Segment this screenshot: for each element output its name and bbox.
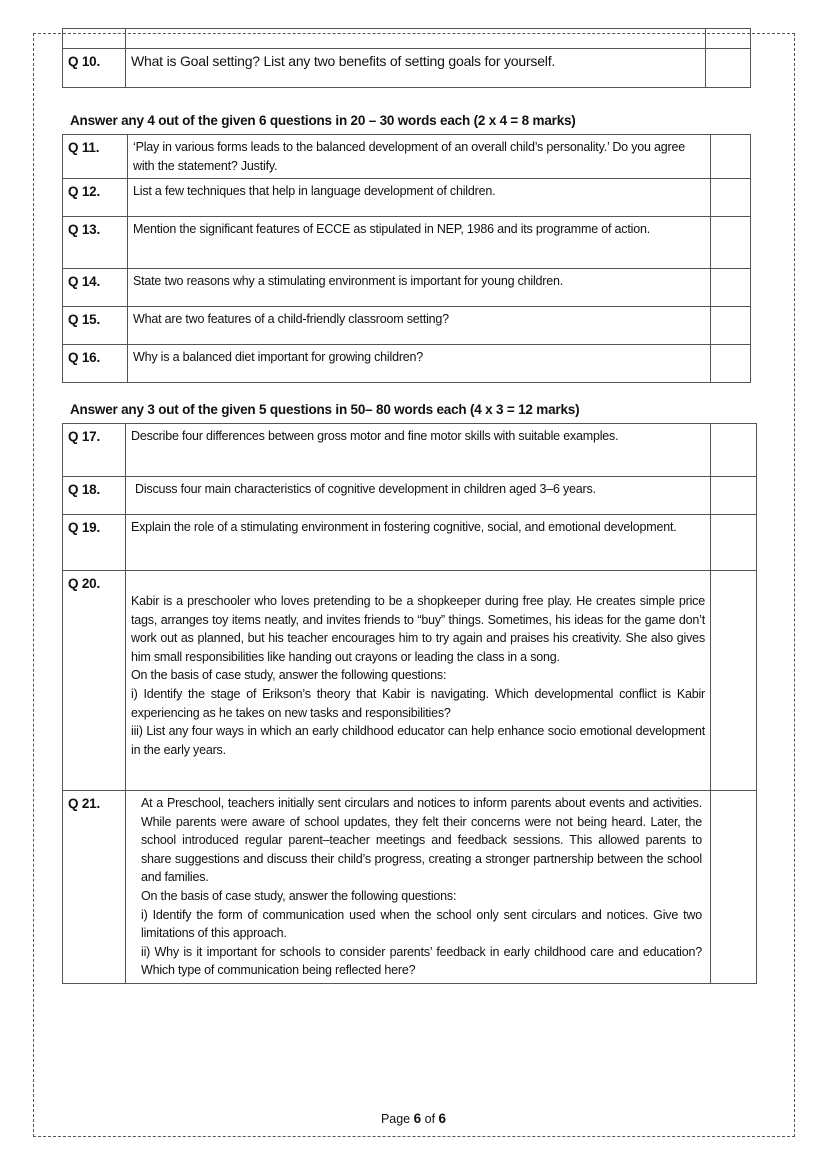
- table-row: [63, 29, 751, 49]
- of-label: of: [424, 1112, 436, 1126]
- question-number: Q 20.: [63, 571, 126, 791]
- question-table-b: [62, 134, 751, 383]
- question-table-c: [62, 423, 757, 984]
- question-number: Q 16.: [63, 345, 128, 383]
- question-number: Q 10.: [63, 49, 126, 88]
- marks-cell: [711, 515, 757, 571]
- marks-cell: [711, 269, 751, 307]
- table-row: [63, 217, 751, 269]
- case-instruction: On the basis of case study, answer the following questions:: [131, 668, 447, 683]
- question-text: Mention the significant features of ECCE as stipulated in NEP, 1986 and its programme of action.: [128, 217, 711, 269]
- marks-cell: [711, 791, 757, 984]
- marks-cell: [711, 217, 751, 269]
- current-page: 6: [413, 1111, 422, 1126]
- table-row: [63, 515, 757, 571]
- question-text: Explain the role of a stimulating environment in fostering cognitive, social, and emotional development.: [126, 515, 711, 571]
- question-text: State two reasons why a stimulating environment is important for young children.: [128, 269, 711, 307]
- question-number: Q 21.: [63, 791, 126, 984]
- table-row: [63, 477, 757, 515]
- page-number: [0, 1111, 827, 1126]
- section-heading: Answer any 3 out of the given 5 questions in 50– 80 words each (4 x 3 = 12 marks): [70, 402, 580, 417]
- question-number: Q 18.: [63, 477, 126, 515]
- table-row: [63, 179, 751, 217]
- case-study-text: [126, 791, 711, 984]
- question-text: What is Goal setting? List any two benefits of setting goals for yourself.: [126, 49, 706, 88]
- table-row: [63, 571, 757, 791]
- table-row: [63, 791, 757, 984]
- page-label: Page: [380, 1112, 411, 1126]
- question-text: Describe four differences between gross motor and fine motor skills with suitable examples.: [126, 424, 711, 477]
- table-row: [63, 269, 751, 307]
- table-row: [63, 307, 751, 345]
- total-pages: 6: [438, 1111, 447, 1126]
- case-question: i) Identify the stage of Erikson’s theory that Kabir is navigating. Which developmental conflict is Kabir experiencing as he takes on new tasks and responsibilities?: [131, 686, 705, 720]
- case-question: iii) List any four ways in which an early childhood educator can help enhance socio emotional development in the early years.: [131, 724, 705, 757]
- case-paragraph: Kabir is a preschooler who loves pretending to be a shopkeeper during free play. He creates simple price tags, arranges toy items neatly, and invites friends to “buy” things. Sometimes, his ideas for the game don’t work out as planned, but his teacher encourages him to try again and praises his creativity. She also gives him small responsibilities like handing out crayons or leading the class in a song.: [131, 594, 705, 664]
- question-text: Discuss four main characteristics of cognitive development in children aged 3–6 years.: [126, 477, 711, 515]
- marks-cell: [711, 307, 751, 345]
- question-number: Q 19.: [63, 515, 126, 571]
- question-number: Q 12.: [63, 179, 128, 217]
- question-number: Q 13.: [63, 217, 128, 269]
- table-row: [63, 345, 751, 383]
- case-instruction: On the basis of case study, answer the following questions:: [141, 888, 457, 903]
- question-number: Q 14.: [63, 269, 128, 307]
- question-number: Q 17.: [63, 424, 126, 477]
- question-number: Q 11.: [63, 135, 128, 179]
- question-text: ‘Play in various forms leads to the balanced development of an overall child’s personality.’ Do you agree with the statement? Justify.: [128, 135, 711, 179]
- question-number: Q 15.: [63, 307, 128, 345]
- marks-cell: [711, 345, 751, 383]
- question-text: Why is a balanced diet important for growing children?: [128, 345, 711, 383]
- case-study-text: [126, 571, 711, 791]
- marks-cell: [711, 571, 757, 791]
- marks-cell: [711, 424, 757, 477]
- question-text: What are two features of a child-friendly classroom setting?: [128, 307, 711, 345]
- table-row: [63, 424, 757, 477]
- marks-cell: [706, 49, 751, 88]
- question-table-a: [62, 28, 751, 88]
- question-text: [126, 29, 706, 49]
- marks-cell: [711, 477, 757, 515]
- case-paragraph: At a Preschool, teachers initially sent circulars and notices to inform parents about events and activities. While parents were aware of school updates, they felt their concerns were not being heard. Later, the school introduced regular parent–teacher meetings and feedback sessions. This allowed parents to share suggestions and discuss their child’s progress, creating a stronger partnership between the school and families.: [141, 796, 702, 885]
- table-row: [63, 49, 751, 88]
- case-question: ii) Why is it important for schools to consider parents’ feedback in early childhood care and education? Which type of communication being reflected here?: [141, 944, 702, 978]
- section-heading: Answer any 4 out of the given 6 questions in 20 – 30 words each (2 x 4 = 8 marks): [70, 113, 576, 128]
- marks-cell: [711, 135, 751, 179]
- marks-cell: [706, 29, 751, 49]
- table-row: [63, 135, 751, 179]
- case-question: i) Identify the form of communication used when the school only sent circulars and notices. Give two limitations of this approach.: [141, 907, 702, 941]
- marks-cell: [711, 179, 751, 217]
- question-text: List a few techniques that help in language development of children.: [128, 179, 711, 217]
- question-number: [63, 29, 126, 49]
